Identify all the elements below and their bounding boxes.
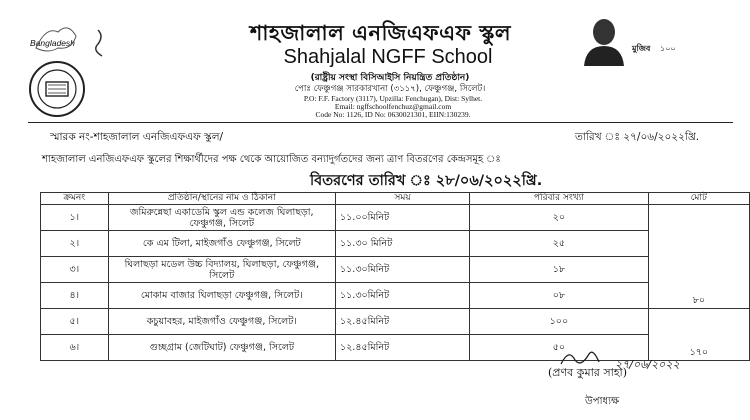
header-place: প্রতিষ্ঠান/স্থানের নাম ও ঠিকানা: [108, 193, 335, 205]
signatory-designation: উপাধ্যক্ষ: [585, 396, 620, 407]
header-time: সময়: [335, 193, 469, 205]
row-sl: ৪।: [41, 283, 109, 309]
row-families: ২০: [470, 205, 649, 231]
row-place: গুচ্ছগ্রাম (জেটিঘাট) ফেঞ্চুগঞ্জ, সিলেট: [108, 335, 335, 361]
row-place: জমিরুন্নেছা একাডেমি স্কুল এন্ড কলেজ ঘিলাছড়া, ফেঞ্চুগঞ্জ, সিলেট: [108, 205, 335, 231]
table-row: [41, 231, 750, 257]
intro-text: শাহজালাল এনজিএফএফ স্কুলের শিক্ষার্থীদের পক্ষ থেকে আয়োজিত বন্যাদুর্গতদের জন্য ত্রাণ বিতরণের কেন্দ্রসমূহ ঃ: [42, 154, 501, 165]
row-time: ১১.০০মিনিট: [335, 205, 469, 231]
row-families: ০৮: [470, 283, 649, 309]
total-cell: ১৭০: [648, 309, 749, 361]
table-row: [41, 309, 750, 335]
row-time: ১১.৩০ মিনিট: [335, 231, 469, 257]
header-divider: [28, 122, 733, 123]
signatory-name: (প্রণব কুমার সাহা): [548, 366, 628, 379]
row-families: ১০০: [470, 309, 649, 335]
school-name-bn: শাহজালাল এনজিএফএফ স্কুল: [249, 21, 512, 45]
school-emblem-icon: [28, 60, 86, 118]
mujib-badge: মুজিব: [632, 44, 651, 53]
memo-ref: স্মারক নং-শাহজালাল এনজিএফএফ স্কুল/: [50, 131, 224, 143]
row-sl: ২।: [41, 231, 109, 257]
row-place: কে এম টিলা, মাইজগাঁও ফেঞ্চুগঞ্জ, সিলেট: [108, 231, 335, 257]
row-sl: ৫।: [41, 309, 109, 335]
row-place: কচুয়াবহর, মাইজগাঁও ফেঞ্চুগঞ্জ, সিলেট।: [108, 309, 335, 335]
school-status: (রাষ্ট্রীয় সংস্থা বিসিআইসি নিয়ন্ত্রিত প্রতিষ্ঠান): [310, 73, 470, 83]
row-sl: ১।: [41, 205, 109, 231]
table-row: [41, 257, 750, 283]
school-name-en: Shahjalal NGFF School: [283, 46, 493, 68]
memo-date: তারিখ ঃ ২৭/০৬/২০২২খ্রি.: [575, 131, 700, 143]
table-row: [41, 205, 750, 231]
header-sl: ক্রমনং: [41, 193, 109, 205]
portrait-icon: [580, 14, 628, 66]
school-address-bn: পোঃ ফেঞ্চুগঞ্জ সারকারখানা (৩১১৭), ফেঞ্চুগঞ্জ, সিলেট।: [294, 84, 486, 94]
row-sl: ৩।: [41, 257, 109, 283]
row-families: ১৮: [470, 257, 649, 283]
header-families: পরিবার সংখ্যা: [470, 193, 649, 205]
distribution-table: [40, 192, 750, 361]
bangladesh-map-icon: [28, 18, 118, 58]
row-families: ৫০: [470, 335, 649, 361]
header-total: মোট: [648, 193, 749, 205]
subtotal-cell: ৮০: [648, 205, 749, 309]
row-families: ২৫: [470, 231, 649, 257]
row-place: ঘিলাছড়া মডেল উচ্চ বিদ্যালয়, ঘিলাছড়া, ফেঞ্চুগঞ্জ, সিলেট: [108, 257, 335, 283]
bangladesh-logo-text: Bangladesh: [30, 38, 75, 48]
table-row: [41, 283, 750, 309]
table-header-row: [41, 193, 750, 205]
row-time: ১২.৪৫মিনিট: [335, 309, 469, 335]
signature-date: ২৭/০৬/২০২২: [615, 358, 680, 371]
school-email: Email: ngffschoolfenchuz@gmail.com: [334, 102, 452, 111]
row-time: ১১.৩০মিনিট: [335, 283, 469, 309]
mujib-badge-number: ১০০: [660, 44, 676, 53]
distribution-date: বিতরণের তারিখ ঃ ২৮/০৬/২০২২খ্রি.: [310, 173, 543, 189]
row-sl: ৬।: [41, 335, 109, 361]
school-codes: Code No: 1126, ID No: 0630021301, EIIN:130239.: [315, 110, 471, 119]
school-address-en: P.O: F.F. Factory (3117), Upzilla: Fenchugan), Dist: Sylhet.: [303, 94, 483, 103]
row-place: মোকাম বাজার ঘিলাছড়া ফেঞ্চুগঞ্জ, সিলেট।: [108, 283, 335, 309]
row-time: ১১.৩০মিনিট: [335, 257, 469, 283]
row-time: ১২.৪৫মিনিট: [335, 335, 469, 361]
